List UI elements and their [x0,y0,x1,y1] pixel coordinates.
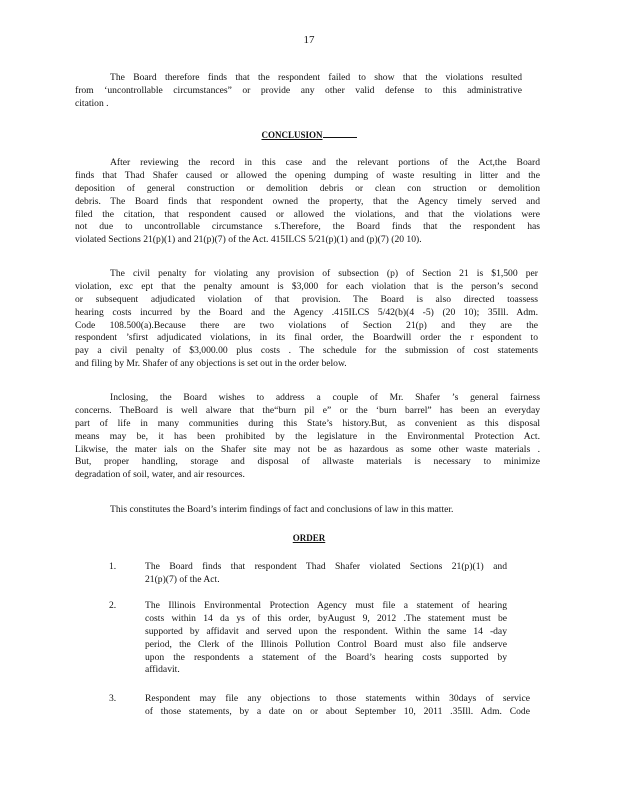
text-line: concerns. TheBoard is well alware that the“burn pil e” or the ‘burn barrel” has been an everyday [75,404,540,416]
text-line: Respondent may file any objections to those statements within 30days of service [145,693,530,704]
text-line: But, proper handling, storage and disposal of allwaste materials is necessary to minimize [75,456,540,468]
text-line: not due to uncontrollable circumstance s.Therefore, the Board finds that the respondent has [75,221,540,233]
text-line: or subsequent adjudicated violation of that provision. The Board is also directed toassess [75,293,538,305]
conclusion-heading: CONCLUSION [0,128,618,140]
intro-paragraph [75,72,522,111]
text-line: violated Sections 21(p)(1) and 21(p)(7) of the Act. 415ILCS 5/21(p)(1) and (p)(7) (20 10). [75,234,422,246]
page-number: 17 [303,34,315,46]
text-line: supported by affidavit and served upon the respondent. Within the same 14 -day [145,625,507,637]
order-item-number: 3. [109,693,117,704]
text-line: debris. The Board finds that respondent owned the property, that the Agency timely served and [75,195,540,207]
text-line: The Illinois Environmental Protection Agency must file a statement of hearing [145,600,507,611]
text-line: After reviewing the record in this case and the relevant portions of the Act,the Board [110,157,540,168]
text-line: upon the respondents a statement of the Board’s hearing costs supported by [145,651,507,663]
conclusion-paragraph [75,392,540,482]
text-line: The Board therefore finds that the respondent failed to show that the violations resulted [110,72,522,83]
text-line: 21(p)(7) of the Act. [145,573,220,585]
text-line: deposition of general construction or demolition debris or clean con struction or demolition [75,182,540,194]
conclusion-paragraph [75,157,540,247]
order-item-number: 2. [109,600,117,611]
text-line: from ‘uncontrollable circumstances” or provide any other valid defense to this administrative [75,84,522,96]
text-line: means may be, it has been prohibited by the legislature in the Environmental Protection Act. [75,430,540,442]
conclusion-paragraph [75,504,540,517]
text-line: finds that Thad Shafer caused or allowed the opening dumping of waste resulting in litter and the [75,169,540,181]
text-line: costs within 14 da ys of this order, byAugust 9, 2012 .The statement must be [145,612,507,624]
text-line: Likwise, the mater ials on the Shafer site may not be as hazardous as some other waste materials . [75,443,540,455]
text-line: part of life in many communities during this State’s history.But, as convenient as this disposal [75,417,540,429]
order-item [145,600,507,677]
text-line: and filing by Mr. Shafer of any objections is set out in the order below. [75,358,347,370]
text-line: period, the Clerk of the Illinois Pollution Control Board must also file andserve [145,638,507,650]
text-line: affidavit. [145,664,180,676]
text-line: Code 108.500(a).Because there are two violations of Section 21(p) and they are the [75,319,538,331]
text-line: The civil penalty for violating any provision of subsection (p) of Section 21 is $1,500 per [110,268,538,279]
text-line: Inclosing, the Board wishes to address a couple of Mr. Shafer ’s general fairness [110,392,540,403]
order-item [145,561,507,587]
text-line: violation, exc ept that the penalty amount is $3,000 for each violation that is the person’s second [75,280,538,292]
text-line: respondent ’sfirst adjudicated violations, in its final order, the Boardwill order the r espondent to [75,332,538,344]
text-line: hearing costs incurred by the Board and the Agency .415ILCS 5/42(b)(4 -5) (20 10); 35Ill. Adm. [75,306,538,318]
text-line: filed the citation, that respondent caused or allowed the violations, and that the violations were [75,208,540,220]
text-line: pay a civil penalty of $3,000.00 plus costs . The schedule for the submission of cost statements [75,345,538,357]
conclusion-paragraph [75,268,538,371]
order-item [145,693,530,719]
text-line: citation . [75,97,109,109]
text-line: This constitutes the Board’s interim findings of fact and conclusions of law in this matter. [110,504,454,515]
text-line: of those statements, by a date on or about September 10, 2011 .35Ill. Adm. Code [145,705,530,717]
text-line: The Board finds that respondent Thad Shafer violated Sections 21(p)(1) and [145,561,507,572]
text-line: degradation of soil, water, and air resources. [75,469,245,481]
order-heading: ORDER [292,533,326,543]
order-item-number: 1. [109,561,117,572]
